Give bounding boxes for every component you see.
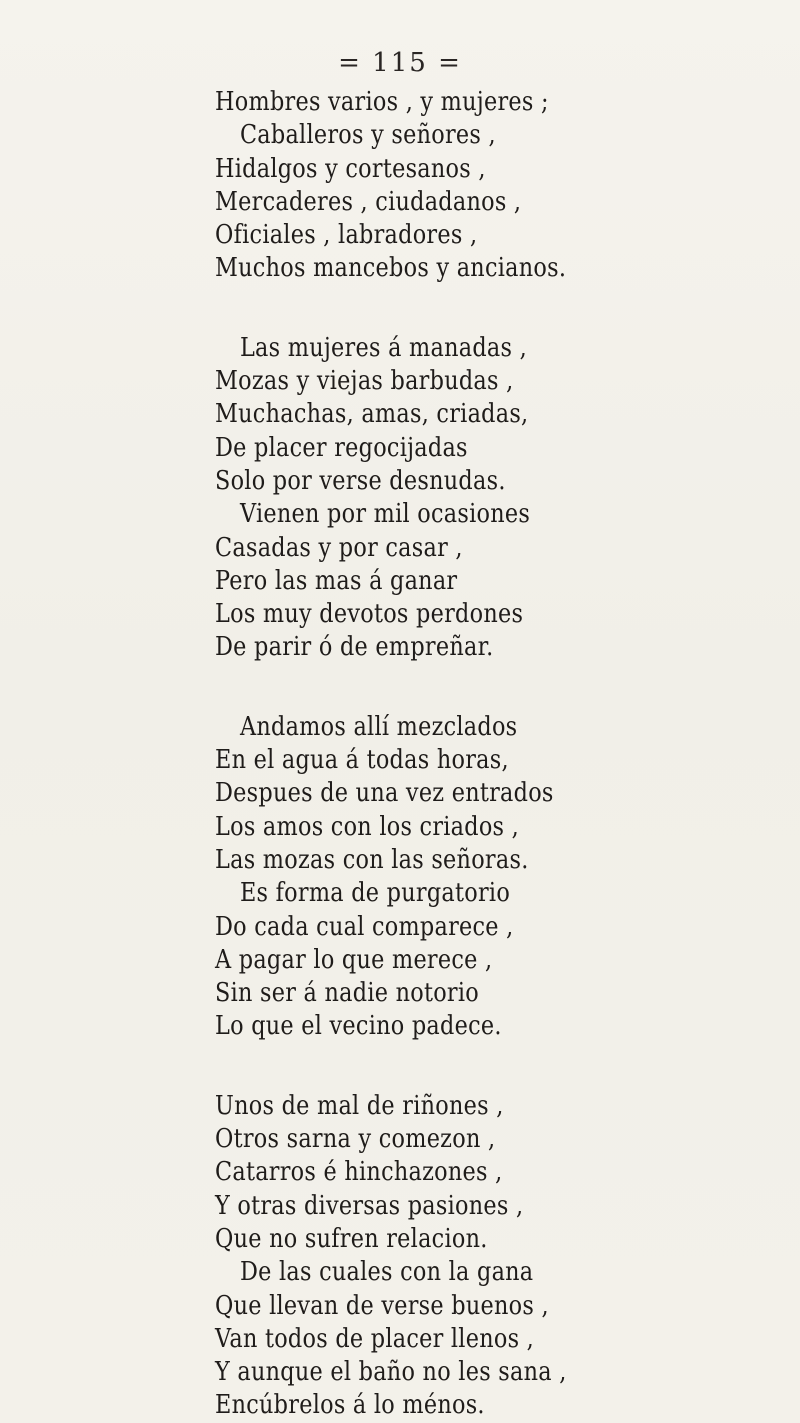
verse-line: De las cuales con la gana — [239, 1257, 534, 1288]
verse-line: De parir ó de empreñar. — [215, 632, 494, 663]
stanza — [215, 1090, 775, 1423]
verse-line: Los amos con los criados , — [215, 811, 520, 842]
verse-line: Las mozas con las señoras. — [215, 844, 529, 875]
verse-line: Oficiales , labradores , — [215, 220, 478, 251]
verse-line: Las mujeres á manadas , — [239, 332, 527, 363]
verse-line: Y otras diversas pasiones , — [215, 1190, 524, 1221]
verse-line: Catarros é hinchazones , — [215, 1157, 503, 1188]
verse-line: Solo por verse desnudas. — [215, 465, 506, 496]
stanza — [215, 711, 775, 1044]
verse-line: Muchachas, amas, criadas, — [215, 399, 529, 430]
stanza-gap — [215, 665, 775, 711]
verse-line: Muchos mancebos y ancianos. — [215, 253, 567, 284]
verse-line: Sin ser á nadie notorio — [215, 978, 480, 1009]
verse-line: Es forma de purgatorio — [239, 878, 511, 909]
verse-line: Do cada cual comparece , — [215, 911, 514, 942]
verse-line: Lo que el vecino padece. — [215, 1011, 502, 1042]
verse-line: Otros sarna y comezon , — [215, 1124, 496, 1155]
verse-line: A pagar lo que merece , — [215, 944, 493, 975]
verse-line: Casadas y por casar , — [215, 532, 463, 563]
verse-line: Andamos allí mezclados — [239, 711, 518, 742]
stanza-gap — [215, 1044, 775, 1090]
verse-line: Caballeros y señores , — [239, 120, 496, 151]
stanza — [215, 332, 775, 665]
page-number: = 115 = — [338, 48, 462, 78]
verse-line: Van todos de placer llenos , — [215, 1323, 535, 1354]
verse-line: Mercaderes , ciudadanos , — [215, 186, 522, 217]
verse-line: Hombres varios , y mujeres ; — [215, 87, 549, 117]
verse-line: Pero las mas á ganar — [215, 565, 458, 596]
verse-line: Mozas y viejas barbudas , — [215, 366, 514, 397]
poem-body — [215, 86, 775, 1423]
verse-line: Los muy devotos perdones — [215, 599, 524, 630]
verse-line: En el agua á todas horas, — [215, 745, 509, 776]
verse-line: Que no sufren relacion. — [215, 1223, 488, 1254]
verse-line: Vienen por mil ocasiones — [239, 499, 531, 530]
stanza — [215, 86, 775, 286]
verse-line: Y aunque el baño no les sana , — [215, 1357, 567, 1388]
stanza-gap — [215, 286, 775, 332]
verse-line: Que llevan de verse buenos , — [215, 1290, 549, 1321]
verse-line: Encúbrelos á lo ménos. — [215, 1390, 485, 1421]
verse-line: Hidalgos y cortesanos , — [215, 153, 486, 184]
verse-line: Despues de una vez entrados — [215, 778, 554, 809]
verse-line: Unos de mal de riñones , — [215, 1090, 504, 1121]
verse-line: De placer regocijadas — [215, 432, 468, 463]
